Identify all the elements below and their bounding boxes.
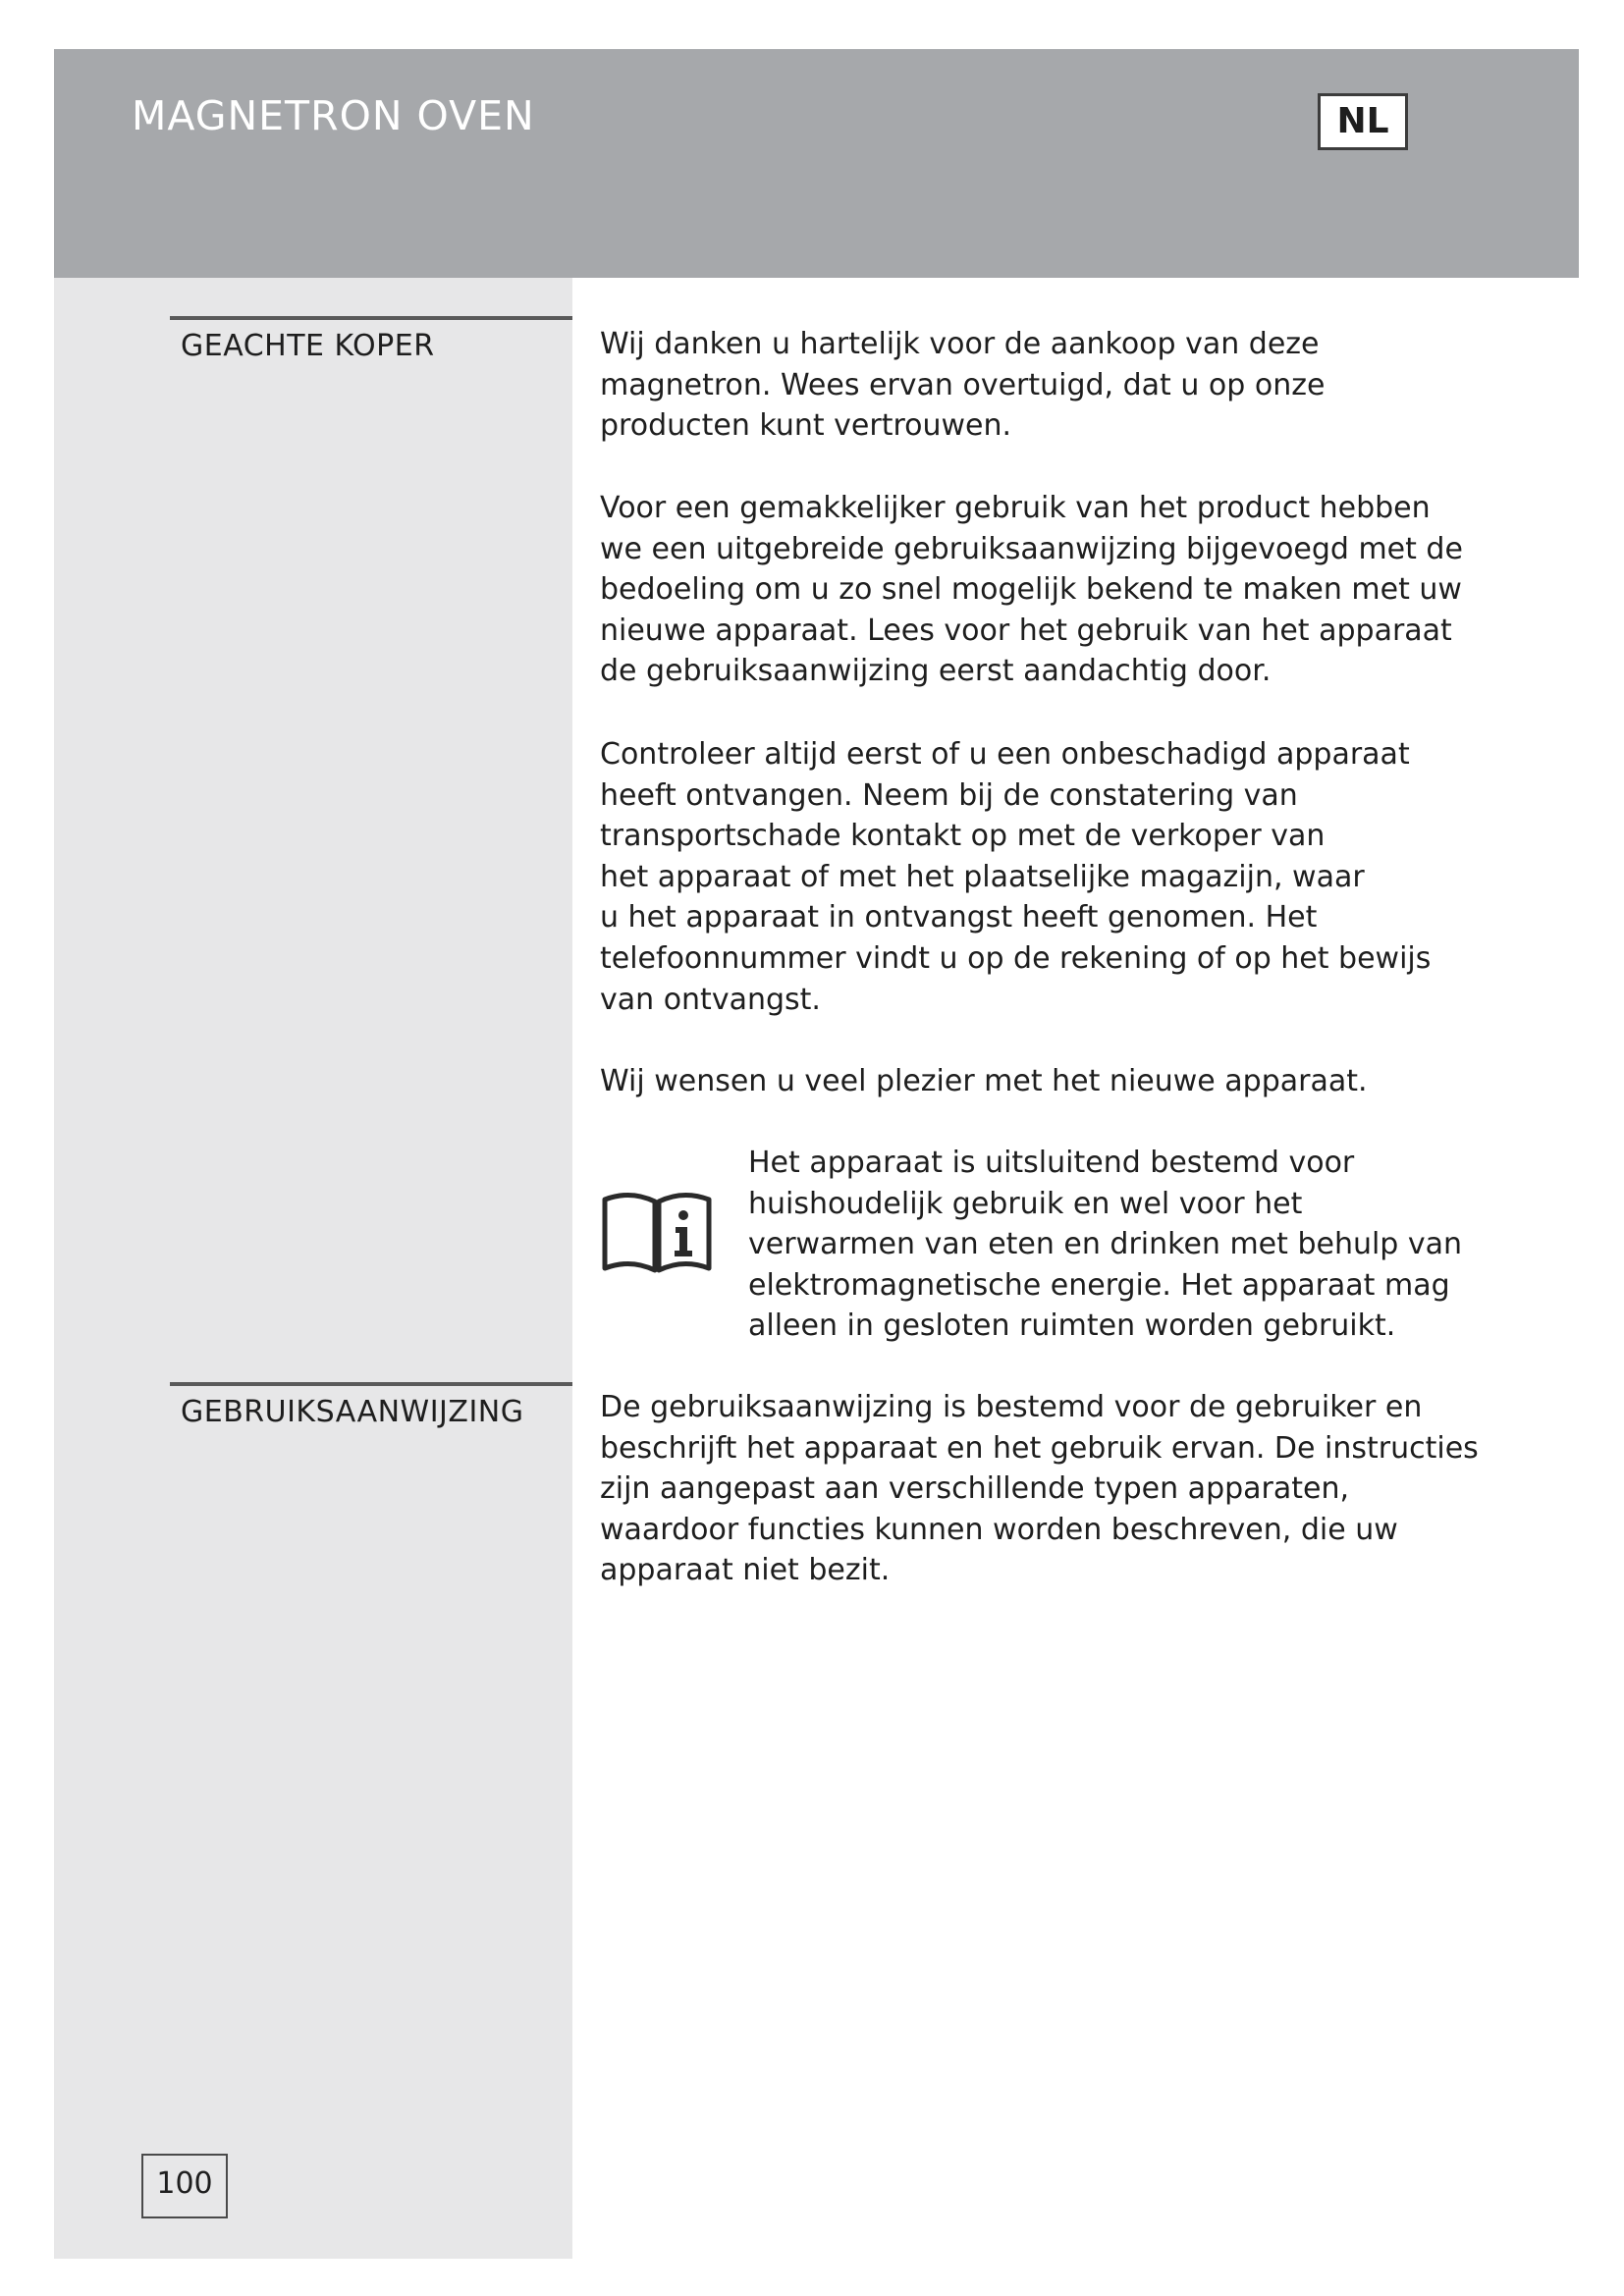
text-line: verwarmen van eten en drinken met behulp van [748, 1227, 1463, 1262]
text-line: apparaat niet bezit. [600, 1553, 891, 1588]
text-line: heeft ontvangen. Neem bij de constatering van [600, 777, 1298, 813]
text-line: alleen in gesloten ruimten worden gebruikt. [748, 1308, 1396, 1344]
text-line: Het apparaat is uitsluitend bestemd voor [748, 1146, 1355, 1180]
section-heading-gebruiksaanwijzing: GEBRUIKSAANWIJZING [170, 1382, 572, 1429]
info-book-icon [601, 1188, 713, 1278]
text-line: het apparaat of met het plaatselijke magazijn, waar [600, 859, 1365, 894]
text-line: Wij wensen u veel plezier met het nieuwe apparaat. [600, 1064, 1368, 1098]
text-line: van ontvangst. [600, 982, 821, 1017]
text-line: magnetron. Wees ervan overtuigd, dat u op onze [600, 367, 1326, 402]
paragraph-usage [600, 488, 1582, 692]
text-line: huishoudelijk gebruik en wel voor het [748, 1186, 1303, 1221]
text-line: Voor een gemakkelijker gebruik van het product hebben [600, 491, 1431, 525]
language-badge: NL [1318, 93, 1408, 150]
text-line: Controleer altijd eerst of u een onbeschadigd apparaat [600, 737, 1410, 772]
text-line: beschrijft het apparaat en het gebruik ervan. De instructies [600, 1430, 1479, 1466]
text-line: nieuwe apparaat. Lees voor het gebruik van het apparaat [600, 613, 1452, 648]
text-line: de gebruiksaanwijzing eerst aandachtig door. [600, 654, 1272, 689]
text-line: we een uitgebreide gebruiksaanwijzing bijgevoegd met de [600, 531, 1463, 566]
text-line: u het apparaat in ontvangst heeft genomen. Het [600, 900, 1318, 935]
text-line: telefoonnummer vindt u op de rekening of op het bewijs [600, 940, 1432, 976]
text-line: elektromagnetische energie. Het apparaat mag [748, 1267, 1450, 1303]
text-line: zijn aangepast aan verschillende typen apparaten, [600, 1471, 1350, 1507]
paragraph-manual [600, 1387, 1582, 1591]
paragraph-wishes [600, 1061, 1582, 1102]
document-title: MAGNETRON OVEN [132, 92, 535, 139]
text-line: Wij danken u hartelijk voor de aankoop van deze [600, 327, 1320, 361]
page-header [54, 49, 1579, 278]
page-number: 100 [141, 2154, 228, 2218]
text-line: producten kunt vertrouwen. [600, 408, 1012, 444]
section-heading-geachte-koper: GEACHTE KOPER [170, 316, 572, 363]
text-line: transportschade kontakt op met de verkoper van [600, 819, 1326, 854]
info-note [748, 1143, 1624, 1347]
paragraph-thanks [600, 324, 1582, 447]
text-line: De gebruiksaanwijzing is bestemd voor de gebruiker en [600, 1390, 1423, 1424]
sidebar-column [54, 278, 572, 2259]
text-line: bedoeling om u zo snel mogelijk bekend te maken met uw [600, 572, 1462, 608]
text-line: waardoor functies kunnen worden beschreven, die uw [600, 1512, 1398, 1547]
paragraph-inspection [600, 734, 1582, 1020]
